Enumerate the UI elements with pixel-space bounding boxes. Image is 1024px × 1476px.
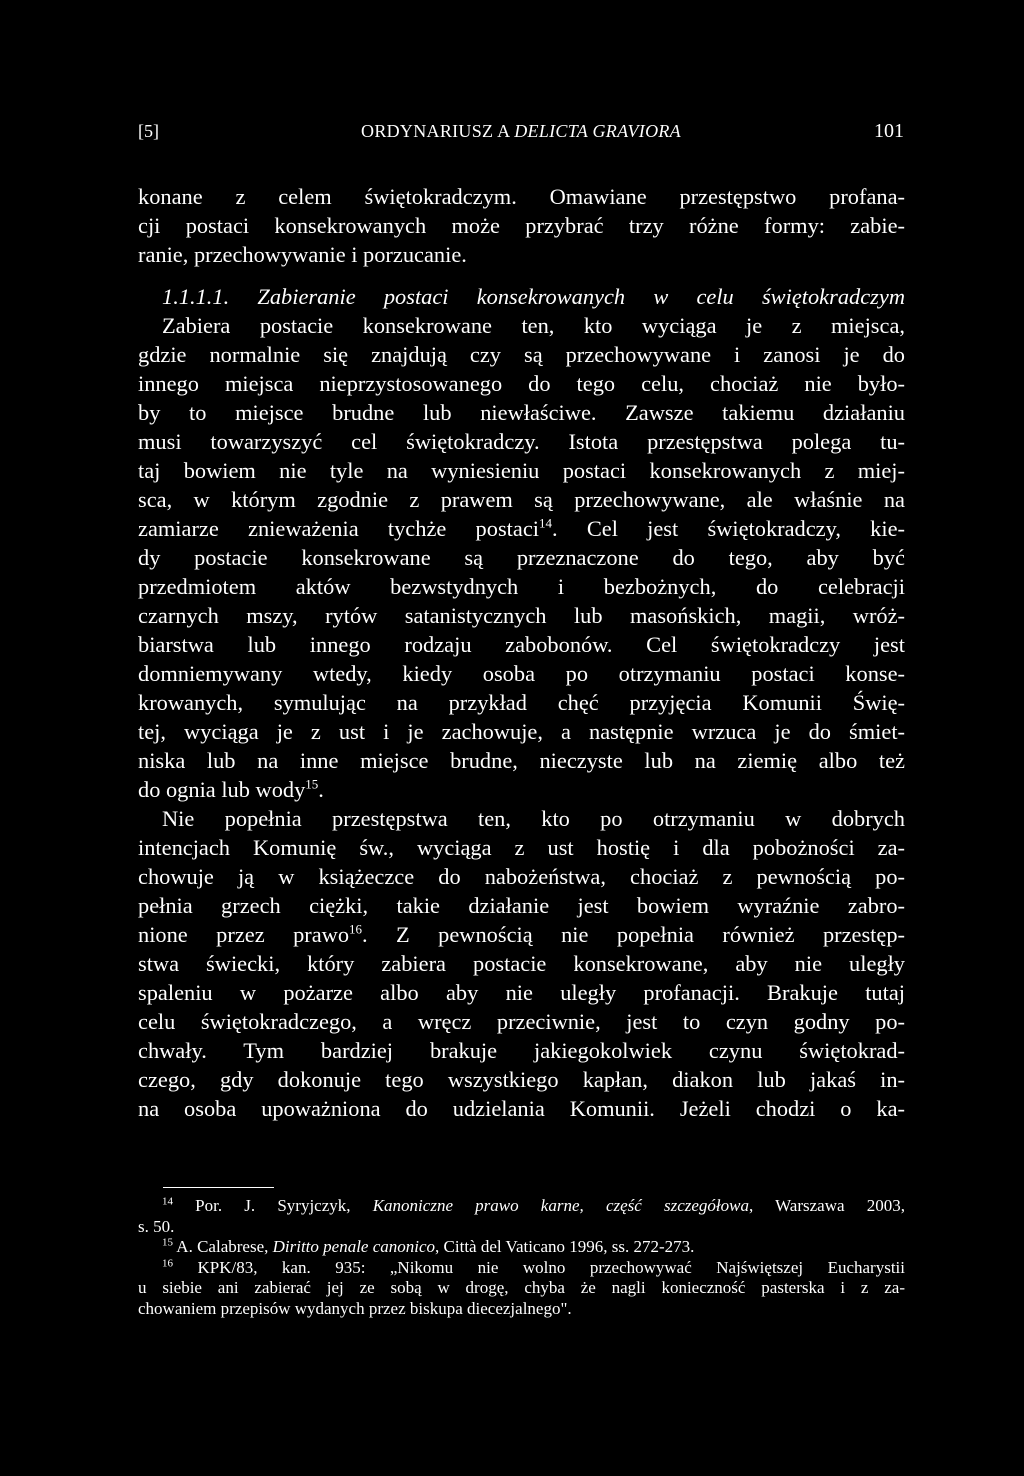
text-line: na osoba upoważniona do udzielania Komunii. Jeżeli chodzi o ka- <box>138 1096 905 1121</box>
section-number: [5] <box>138 121 159 141</box>
footnote-16: $^{16}$ KPK/83, kan. 935: „Nikomu nie wolno przechowywać Najświętszej Eucharystii <box>162 1256 905 1277</box>
text-line: pełnia grzech ciężki, takie działanie jest bowiem wyraźnie zabro- <box>138 893 905 918</box>
footnote-ref[interactable]: 14 <box>538 515 552 531</box>
running-title: ORDYNARIUSZ A DELICTA GRAVIORA <box>361 121 681 141</box>
footnote-15: $^{15}$ A. Calabrese, Diritto penale canonico, Città del Vaticano 1996, ss. 272-273. <box>162 1236 695 1256</box>
text-line: Zabiera postacie konsekrowane ten, kto wyciąga je z miejsca, <box>162 313 905 338</box>
footnote-number: 15 <box>162 1236 173 1249</box>
running-header <box>138 117 904 145</box>
section-subheading: 1.1.1.1. Zabieranie postaci konsekrowanych w celu świętokradczym <box>162 284 905 309</box>
text-line: gdzie normalnie się znajdują czy są przechowywane i zanosi je do <box>138 342 905 367</box>
text-line: biarstwa lub innego rodzaju zabobonów. Cel świętokradczy jest <box>138 632 905 657</box>
text-line: spaleniu w pożarze albo aby nie uległy profanacji. Brakuje tutaj <box>138 980 905 1005</box>
footnote-number: 16 <box>162 1256 173 1269</box>
main-text <box>138 182 905 1123</box>
text-line: domniemywany wtedy, kiedy osoba po otrzymaniu postaci konse- <box>138 661 905 686</box>
text-line: nione przez prawo$^{16}$. Z pewnością nie popełnia również przestęp- <box>138 921 905 947</box>
text-line: cji postaci konsekrowanych może przybrać trzy różne formy: zabie- <box>138 213 905 238</box>
text-line: by to miejsce brudne lub niewłaściwe. Zawsze takiemu działaniu <box>138 400 905 425</box>
text-line: chwały. Tym bardziej brakuje jakiegokolwiek czynu świętokrad- <box>138 1038 905 1063</box>
text-line: krowanych, symulując na przykład chęć przyjęcia Komunii Świę- <box>138 690 905 715</box>
footnote-ref[interactable]: 15 <box>305 776 319 792</box>
text-line: innego miejsca nieprzystosowanego do tego celu, chociaż nie było- <box>138 371 905 396</box>
text-line: czego, gdy dokonuje tego wszystkiego kapłan, diakon lub jakaś in- <box>138 1067 905 1092</box>
text-line: przedmiotem aktów bezwstydnych i bezbożnych, do celebracji <box>138 574 905 599</box>
text-line: ranie, przechowywanie i porzucanie. <box>138 242 467 267</box>
text-line: czarnych mszy, rytów satanistycznych lub masońskich, magii, wróż- <box>138 603 905 628</box>
footnote-16-cont: chowaniem przepisów wydanych przez biskupa diecezjalnego". <box>138 1298 572 1318</box>
footnote-number: 14 <box>162 1195 173 1208</box>
footnote-14: $^{14}$ Por. J. Syryjczyk, Kanoniczne prawo karne, część szczegółowa, Warszawa 2003, <box>162 1195 905 1215</box>
text-line: musi towarzyszyć cel świętokradczy. Istota przestępstwa polega tu- <box>138 429 905 454</box>
footnote-title: Kanoniczne prawo karne, część szczegółowa <box>372 1196 749 1215</box>
text-line: niska lub na inne miejsce brudne, nieczyste lub na ziemię albo też <box>138 748 905 773</box>
text-line: zamiarze znieważenia tychże postaci$^{14}$. Cel jest świętokradczy, kie- <box>138 515 905 541</box>
text-line: dy postacie konsekrowane są przeznaczone do tego, aby być <box>138 545 905 570</box>
footnote-14-cont: s. 50. <box>138 1216 175 1236</box>
text-line: chowuje ją w książeczce do nabożeństwa, chociaż z pewnością po- <box>138 864 905 889</box>
footnotes <box>138 1196 905 1319</box>
text-line: konane z celem świętokradczym. Omawiane przestępstwo profana- <box>138 184 905 209</box>
text-line: taj bowiem nie tyle na wyniesieniu postaci konsekrowanych z miej- <box>138 458 905 483</box>
footnote-divider <box>163 1187 274 1188</box>
running-title-italic: DELICTA GRAVIORA <box>514 121 681 141</box>
text-line: do ognia lub wody$^{15}$. <box>138 776 324 802</box>
text-line: Nie popełnia przestępstwa ten, kto po otrzymaniu w dobrych <box>162 806 905 831</box>
text-line: tej, wyciąga je z ust i je zachowuje, a następnie wrzuca je do śmiet- <box>138 719 905 744</box>
text-line: celu świętokradczego, a wręcz przeciwnie, jest to czyn godny po- <box>138 1009 905 1034</box>
page-number: 101 <box>874 120 904 142</box>
text-line: intencjach Komunię św., wyciąga z ust hostię i dla pobożności za- <box>138 835 905 860</box>
text-line: sca, w którym zgodnie z prawem są przechowywane, ale właśnie na <box>138 487 905 512</box>
footnote-ref[interactable]: 16 <box>349 921 363 937</box>
footnote-16-cont: u siebie ani zabierać jej ze sobą w drogę, chyba że nagli konieczność pasterska i z za- <box>138 1278 905 1297</box>
footnote-title: Diritto penale canonico <box>272 1237 436 1256</box>
text-line: stwa świecki, który zabiera postacie konsekrowane, aby nie uległy <box>138 951 905 976</box>
